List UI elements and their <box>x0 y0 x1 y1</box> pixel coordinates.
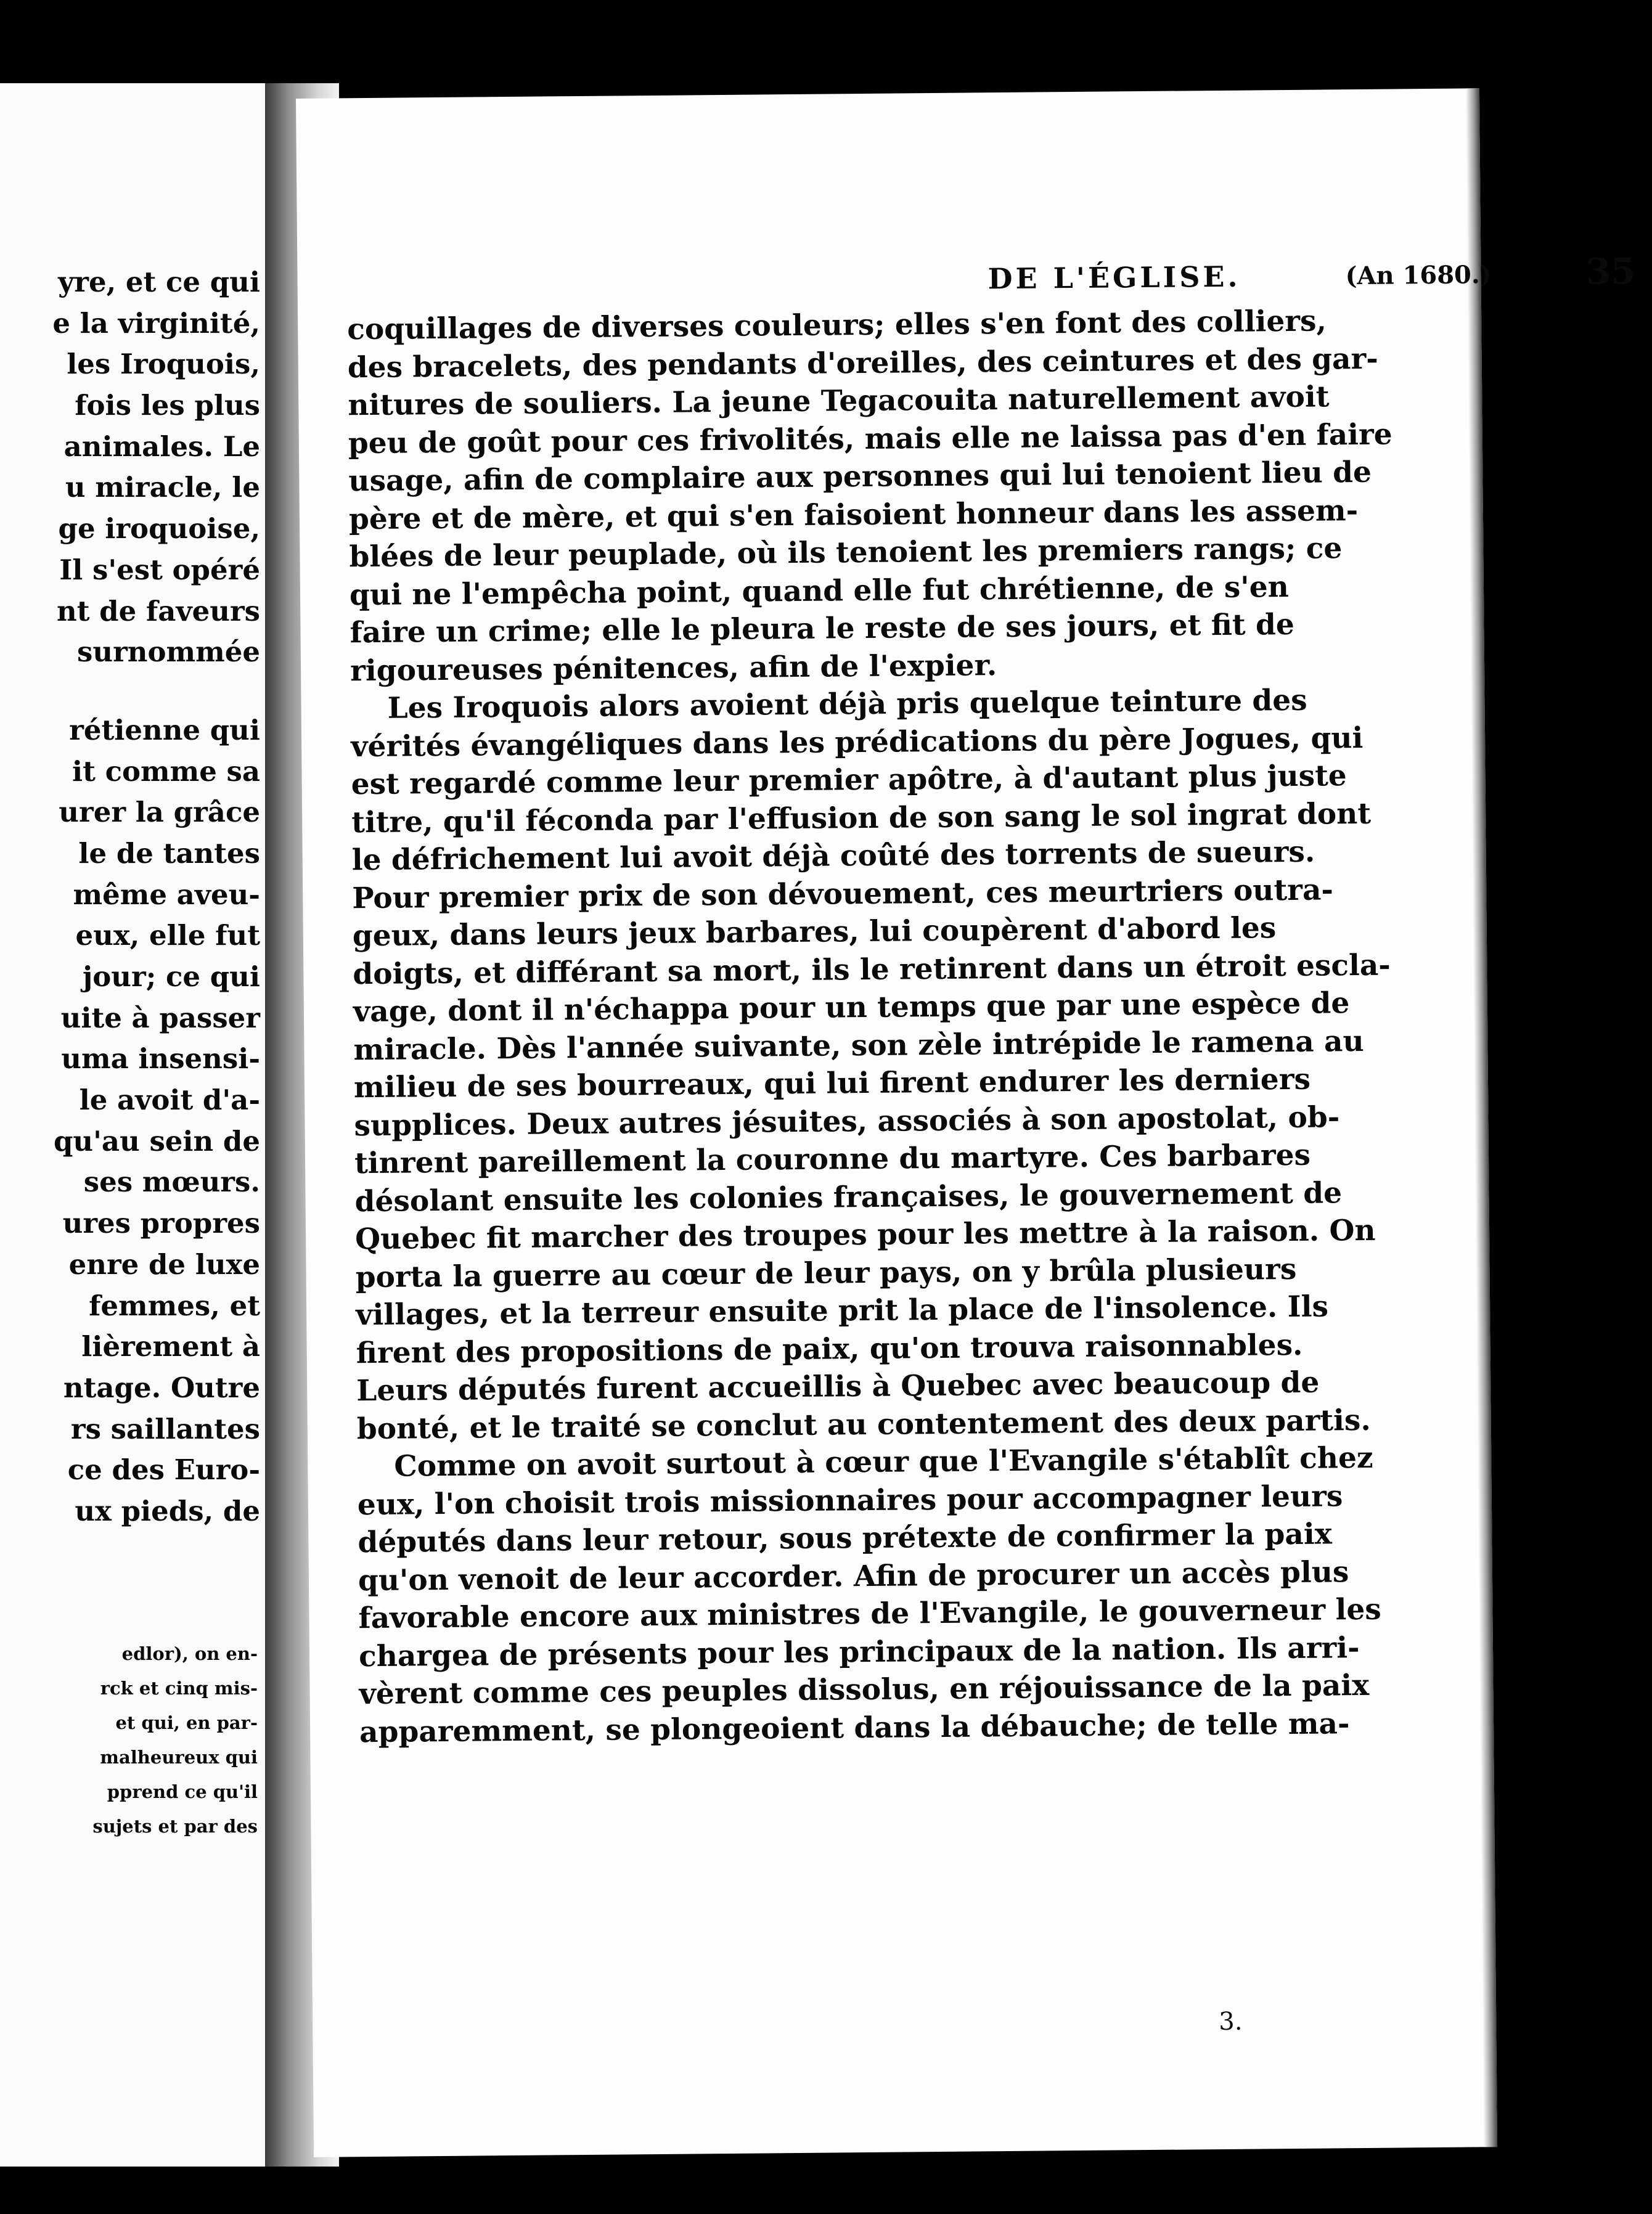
text-line: firent des propositions de paix, qu'on trouva raisonnables. <box>356 1328 1303 1370</box>
text-line: désolant ensuite les colonies françaises, le gouvernement de <box>354 1175 1343 1219</box>
text-line: favorable encore aux ministres de l'Evangile, le gouverneur les <box>358 1592 1381 1636</box>
text-line: eux, l'on choisit trois missionnaires pour accompagner leurs <box>357 1479 1343 1522</box>
facing-page-line: ures propres <box>62 1207 260 1240</box>
year-marker: (An 1680.) <box>1345 260 1492 291</box>
text-line: des bracelets, des pendants d'oreilles, des ceintures et des gar- <box>347 341 1378 385</box>
running-header <box>679 250 1636 308</box>
facing-page-line: animales. Le <box>63 430 260 463</box>
text-line: apparemment, se plongeoient dans la débauche; de telle ma- <box>359 1706 1350 1749</box>
text-line: peu de goût pour ces frivolités, mais elle ne laissa pas d'en faire <box>348 417 1392 460</box>
footnote-line: sujets et par des <box>92 1816 258 1837</box>
text-line: nitures de souliers. La jeune Tegacouita naturellement avoit <box>348 380 1330 423</box>
facing-page-text <box>0 262 260 1532</box>
facing-page-line: le de tantes <box>78 836 260 870</box>
text-line: geux, dans leurs jeux barbares, lui coupèrent d'abord les <box>352 911 1277 954</box>
facing-page-line: femmes, et <box>89 1289 260 1322</box>
text-line: Les Iroquois alors avoient déjà pris quelque teinture des <box>387 683 1307 725</box>
text-line: supplices. Deux autres jésuites, associés à son apostolat, ob- <box>354 1100 1340 1143</box>
text-line: Pour premier prix de son dévouement, ces meurtriers outra- <box>352 872 1334 915</box>
facing-page-line: urer la grâce <box>59 796 260 829</box>
facing-page-line: qu'au sein de <box>53 1124 260 1158</box>
footnote-line: malheureux qui <box>100 1747 258 1768</box>
facing-page-line: eux, elle fut <box>75 919 260 952</box>
facing-page-line: rs saillantes <box>70 1412 260 1445</box>
facing-page-line: rétienne qui <box>69 713 260 746</box>
body-text <box>347 303 1392 1751</box>
text-line: titre, qu'il féconda par l'effusion de son sang le sol ingrat dont <box>351 796 1372 839</box>
text-line: députés dans leur retour, sous prétexte de confirmer la paix <box>358 1517 1332 1560</box>
facing-page-line: le avoit d'a- <box>79 1084 260 1117</box>
facing-page-line: u miracle, le <box>65 471 260 504</box>
text-line: qui ne l'empêcha point, quand elle fut chrétienne, de s'en <box>349 570 1290 612</box>
running-title: DE L'ÉGLISE. <box>988 259 1241 296</box>
facing-page-line: ce des Euro- <box>67 1453 260 1487</box>
facing-page-line <box>0 673 260 710</box>
footnote-line: rck et cinq mis- <box>100 1678 258 1699</box>
footnote-line: et qui, en par- <box>115 1712 258 1733</box>
text-line: usage, afin de complaire aux personnes qui lui tenoient lieu de <box>348 455 1372 499</box>
facing-page-line: nt de faveurs <box>57 594 260 627</box>
facing-page-footnotes <box>0 1636 258 1844</box>
footnote-line: pprend ce qu'il <box>107 1781 258 1802</box>
text-line: le défrichement lui avoit déjà coûté des torrents de sueurs. <box>351 835 1315 878</box>
signature-mark: 3. <box>1219 2007 1243 2036</box>
footnote-line: edlor), on en- <box>121 1643 258 1664</box>
text-line: est regardé comme leur premier apôtre, à d'autant plus juste <box>351 759 1347 802</box>
text-line: vage, dont il n'échappa pour un temps que par une espèce de <box>353 986 1350 1029</box>
main-page <box>296 88 1636 2157</box>
text-line: miracle. Dès l'année suivante, son zèle intrépide le ramena au <box>353 1024 1364 1067</box>
facing-page-line: même aveu- <box>73 878 260 911</box>
text-line: milieu de ses bourreaux, qui lui firent endurer les derniers <box>353 1062 1311 1105</box>
text-line: Comme on avoit surtout à cœur que l'Evangile s'établît chez <box>394 1440 1373 1484</box>
facing-page-line: e la virginité, <box>52 306 260 340</box>
facing-page-line: ux pieds, de <box>75 1494 260 1527</box>
facing-page-line: Il s'est opéré <box>59 553 260 586</box>
facing-page-line: uite à passer <box>60 1001 260 1034</box>
text-line: père et de mère, et qui s'en faisoient honneur dans les assem- <box>348 493 1359 536</box>
facing-page-line: enre de luxe <box>68 1248 260 1281</box>
text-line: chargea de présents pour les principaux de la nation. Ils arri- <box>358 1630 1360 1673</box>
facing-page-line: fois les plus <box>75 389 260 422</box>
facing-page-line: ses mœurs. <box>83 1166 260 1199</box>
text-line: vérités évangéliques dans les prédications du père Jogues, qui <box>350 721 1364 764</box>
facing-page-line: it comme sa <box>72 754 260 788</box>
text-line: qu'on venoit de leur accorder. Afin de procurer un accès plus <box>358 1554 1349 1598</box>
text-line: rigoureuses pénitences, afin de l'expier. <box>350 648 997 688</box>
text-line: Leurs députés furent accueillis à Quebec avec beaucoup de <box>356 1365 1320 1408</box>
text-line: Quebec fit marcher des troupes pour les mettre à la raison. On <box>354 1213 1376 1257</box>
page-number: 35 <box>1585 250 1636 293</box>
facing-page-line: les Iroquois, <box>67 348 260 381</box>
text-line: villages, et la terreur ensuite prit la place de l'insolence. Ils <box>355 1289 1329 1333</box>
page-edge-shadow <box>1466 88 1497 2147</box>
text-line: porta la guerre au cœur de leur pays, on y brûla plusieurs <box>355 1252 1297 1294</box>
text-line: bonté, et le traité se conclut au contentement des deux partis. <box>356 1403 1371 1446</box>
text-line: coquillages de diverses couleurs; elles s'en font des colliers, <box>347 304 1327 347</box>
facing-page-line: lièrement à <box>81 1330 260 1363</box>
facing-page-line: surnommée <box>77 635 260 669</box>
text-line: vèrent comme ces peuples dissolus, en réjouissance de la paix <box>359 1668 1370 1712</box>
text-line: faire un crime; elle le pleura le reste de ses jours, et fit de <box>350 607 1294 650</box>
text-line: tinrent pareillement la couronne du martyre. Ces barbares <box>354 1138 1311 1181</box>
facing-page-left <box>0 83 265 2167</box>
facing-page-line: yre, et ce qui <box>58 266 260 298</box>
facing-page-line: uma insensi- <box>61 1042 260 1076</box>
facing-page-line: ntage. Outre <box>63 1371 260 1404</box>
facing-page-line: ge iroquoise, <box>58 512 260 545</box>
facing-page-line: jour; ce qui <box>83 960 260 993</box>
text-line: blées de leur peuplade, où ils tenoient les premiers rangs; ce <box>349 531 1343 574</box>
text-line: doigts, et différant sa mort, ils le retinrent dans un étroit escla- <box>353 948 1391 991</box>
